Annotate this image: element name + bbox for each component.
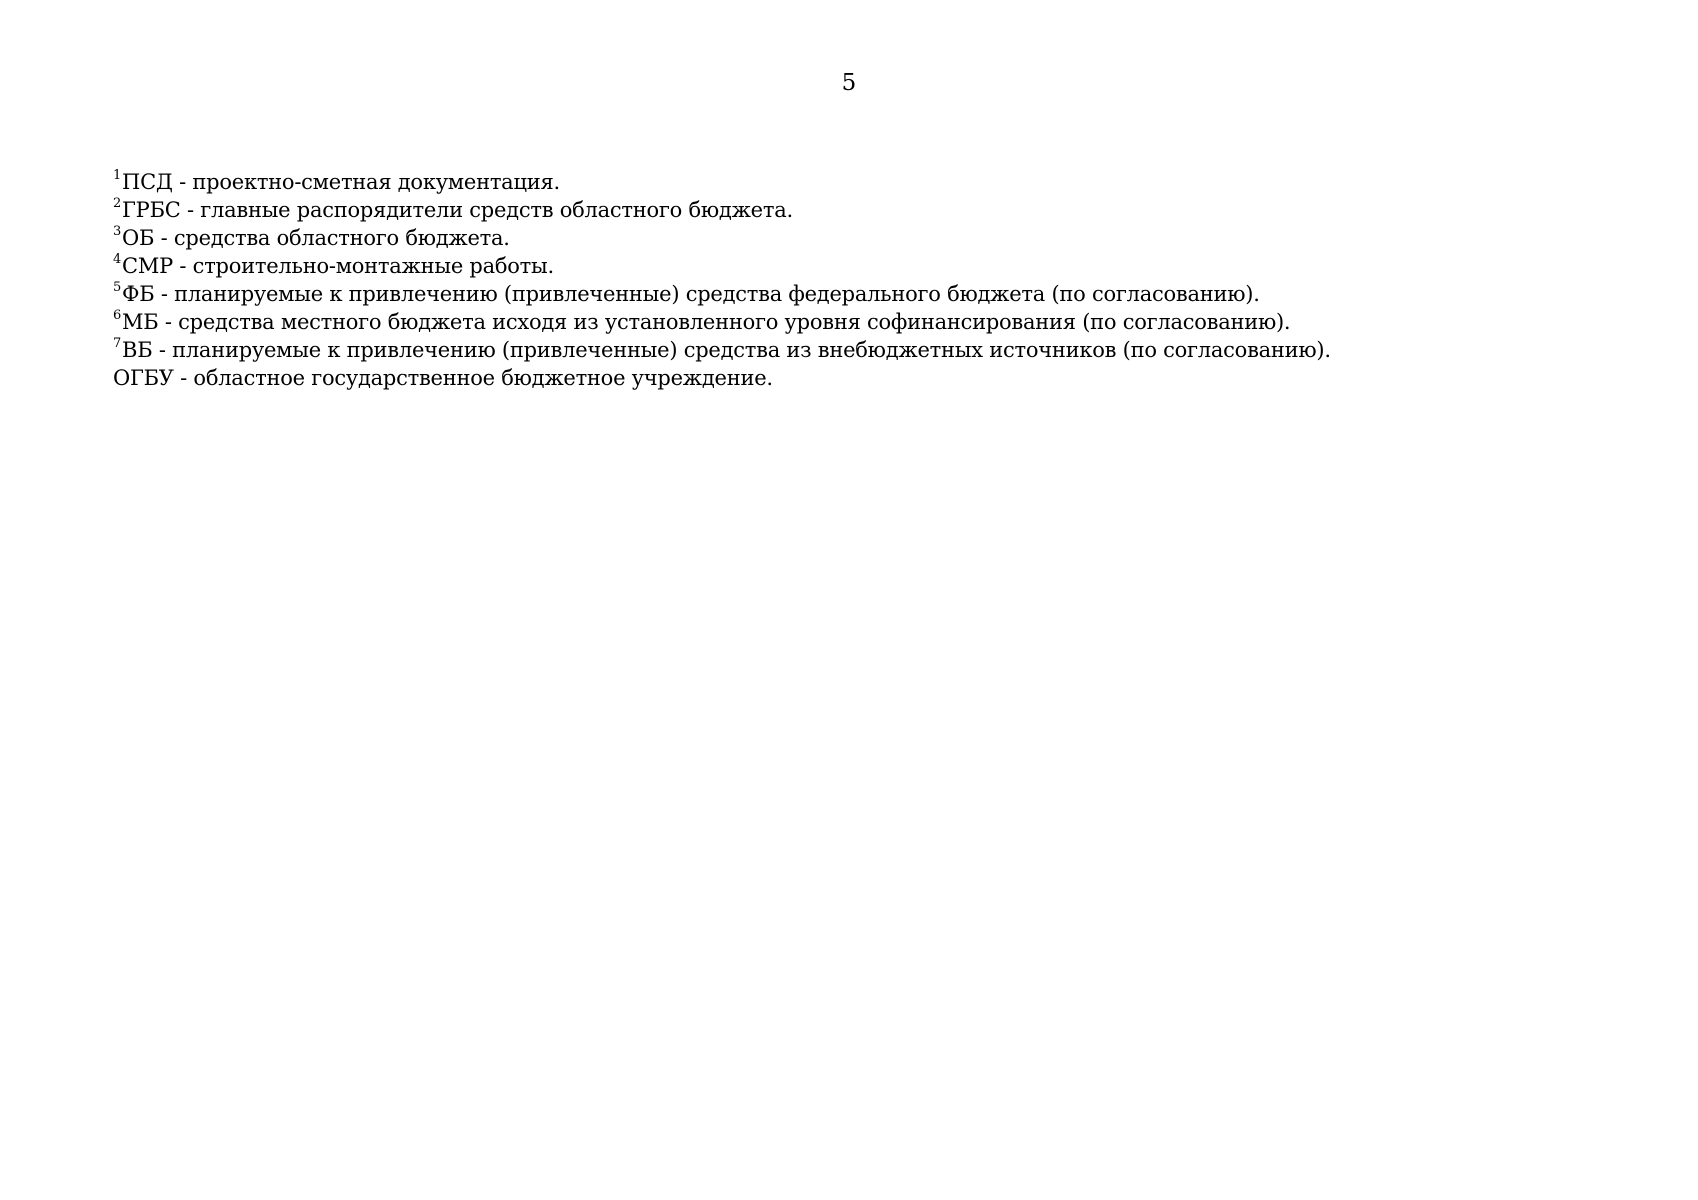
footnote-mb bbox=[113, 308, 1331, 336]
footnote-marker: 6 bbox=[113, 308, 122, 323]
footnote-text: МБ - средства местного бюджета исходя из установленного уровня софинансирования (по согласованию). bbox=[122, 310, 1291, 334]
footnote-marker: 1 bbox=[113, 168, 122, 183]
footnote-vb bbox=[113, 336, 1331, 364]
page-number: 5 bbox=[841, 70, 857, 96]
footnote-smr bbox=[113, 252, 1331, 280]
footnote-text: ВБ - планируемые к привлечению (привлеченные) средства из внебюджетных источников (по согласованию). bbox=[122, 338, 1331, 362]
footnote-ob bbox=[113, 224, 1331, 252]
footnote-fb bbox=[113, 280, 1331, 308]
footnote-marker: 3 bbox=[113, 224, 122, 239]
footnote-text: ОБ - средства областного бюджета. bbox=[122, 226, 510, 250]
footnote-text: СМР - строительно-монтажные работы. bbox=[122, 254, 554, 278]
footnote-text: ГРБС - главные распорядители средств областного бюджета. bbox=[122, 198, 793, 222]
footnote-marker: 4 bbox=[113, 252, 122, 267]
footnote-grbs bbox=[113, 196, 1331, 224]
footnote-psd bbox=[113, 168, 1331, 196]
footnotes-list bbox=[113, 168, 1331, 392]
footnote-ogbu bbox=[113, 364, 1331, 392]
footnote-marker: 2 bbox=[113, 196, 122, 211]
footnote-text: ФБ - планируемые к привлечению (привлеченные) средства федерального бюджета (по согласованию). bbox=[122, 282, 1260, 306]
footnote-text: ОГБУ - областное государственное бюджетное учреждение. bbox=[113, 366, 773, 390]
footnote-marker: 5 bbox=[113, 280, 122, 295]
footnote-text: ПСД - проектно-сметная документация. bbox=[122, 170, 560, 194]
footnote-marker: 7 bbox=[113, 336, 122, 351]
